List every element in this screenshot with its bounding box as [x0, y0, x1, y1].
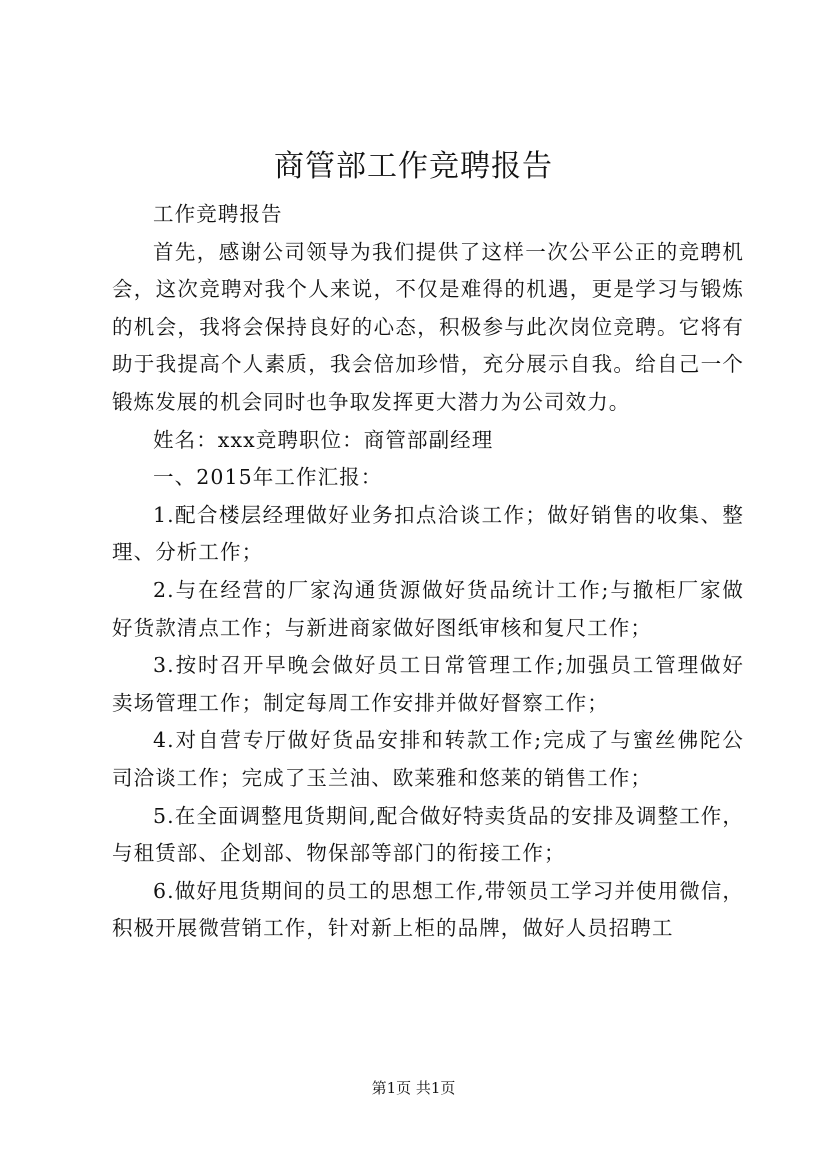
paragraph-item-1: 1.配合楼层经理做好业务扣点洽谈工作；做好销售的收集、整理、分析工作； — [112, 502, 744, 565]
paragraph-subtitle: 工作竞聘报告 — [153, 202, 283, 226]
paragraph-item-6: 6.做好甩货期间的员工的思想工作,带领员工学习并使用微信，积极开展微营销工作，针对新上柜的品牌，做好人员招聘工 — [112, 878, 744, 941]
paragraph-item-2: 2.与在经营的厂家沟通货源做好货品统计工作;与撤柜厂家做好货款清点工作；与新进商家做好图纸审核和复尺工作； — [112, 577, 744, 640]
paragraph-item-3: 3.按时召开早晚会做好员工日常管理工作;加强员工管理做好卖场管理工作；制定每周工作安排并做好督察工作； — [112, 653, 744, 715]
paragraph-name-position: 姓名：xxx竞聘职位：商管部副经理 — [153, 427, 494, 452]
paragraph-section-heading: 一、2015年工作汇报： — [153, 465, 383, 490]
document-title: 商管部工作竞聘报告 — [274, 149, 553, 184]
page-footer: 第1页 共1页 — [371, 1079, 456, 1097]
paragraph-intro: 首先，感谢公司领导为我们提供了这样一次公平公正的竞聘机会，这次竞聘对我个人来说，不仅是难得的机遇，更是学习与锻炼的机会，我将会保持良好的心态，积极参与此次岗位竞聘。它将有助于我提高个人素质，我会倍加珍惜，充分展示自我。给自己一个锻炼发展的机会同时也争取发挥更大潜力为公司效力。 — [112, 239, 744, 414]
document-body — [112, 196, 744, 948]
paragraph-item-4: 4.对自营专厅做好货品安排和转款工作;完成了与蜜丝佛陀公司洽谈工作；完成了玉兰油、欧莱雅和悠莱的销售工作； — [112, 728, 744, 790]
paragraph-item-5: 5.在全面调整甩货期间,配合做好特卖货品的安排及调整工作，与租赁部、企划部、物保部等部门的衔接工作； — [112, 803, 744, 866]
